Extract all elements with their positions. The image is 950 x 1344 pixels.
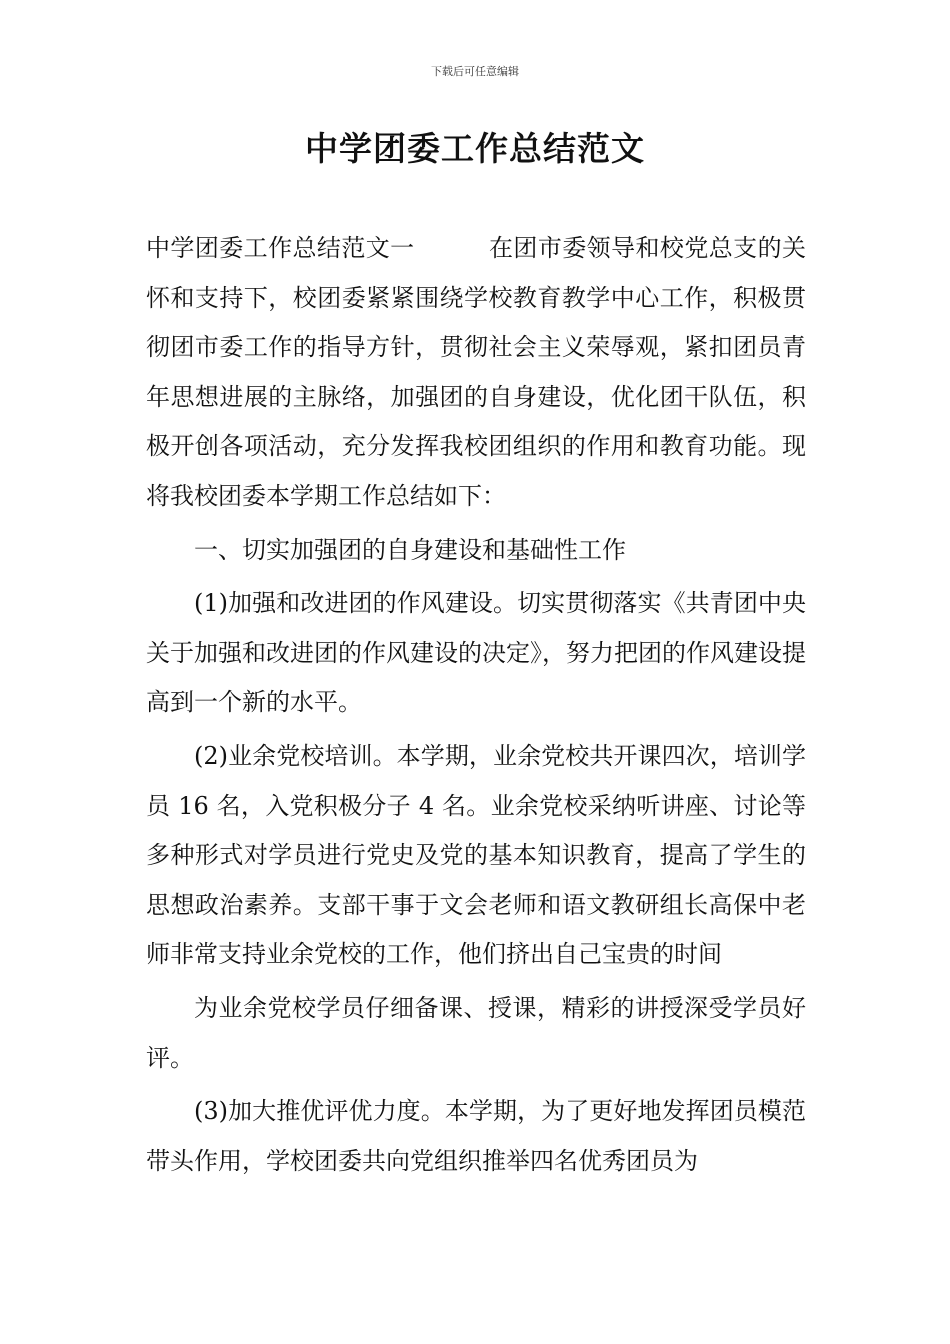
paragraph-item-1: (1)加强和改进团的作风建设。切实贯彻落实《共青团中央关于加强和改进团的作风建设的决定》，努力把团的作风建设提高到一个新的水平。 [146, 589, 806, 717]
document-title: 中学团委工作总结范文 [305, 129, 645, 168]
intro-paragraph [146, 224, 806, 522]
section-heading-1: 一、切实加强团的自身建设和基础性工作 [194, 535, 626, 564]
paragraph-item-2: (2)业余党校培训。本学期，业余党校共开课四次，培训学员 16 名，入党积极分子 4 名。业余党校采纳听讲座、讨论等多种形式对学员进行党史及党的基本知识教育，提高了学生的思想政治素养。支部干事于文会老师和语文教研组长高保中老师非常支持业余党校的工作，他们挤出自己宝贵的时间 [146, 741, 806, 969]
paragraph-item-2-continued: 为业余党校学员仔细备课、授课，精彩的讲授深受学员好评。 [146, 993, 806, 1072]
page-header-note: 下载后可任意编辑 [431, 65, 519, 78]
paragraph-item-3: (3)加大推优评优力度。本学期，为了更好地发挥团员模范带头作用，学校团委共向党组织推举四名优秀团员为 [146, 1097, 806, 1175]
document-body [146, 224, 806, 1186]
intro-text: 在团市委领导和校党总支的关怀和支持下，校团委紧紧围绕学校教育教学中心工作，积极贯彻团市委工作的指导方针，贯彻社会主义荣辱观，紧扣团员青年思想进展的主脉络，加强团的自身建设，优化团干队伍，积极开创各项活动，充分发挥我校团组织的作用和教育功能。现将我校团委本学期工作总结如下： [146, 234, 807, 510]
intro-label: 中学团委工作总结范文一 [146, 234, 415, 262]
